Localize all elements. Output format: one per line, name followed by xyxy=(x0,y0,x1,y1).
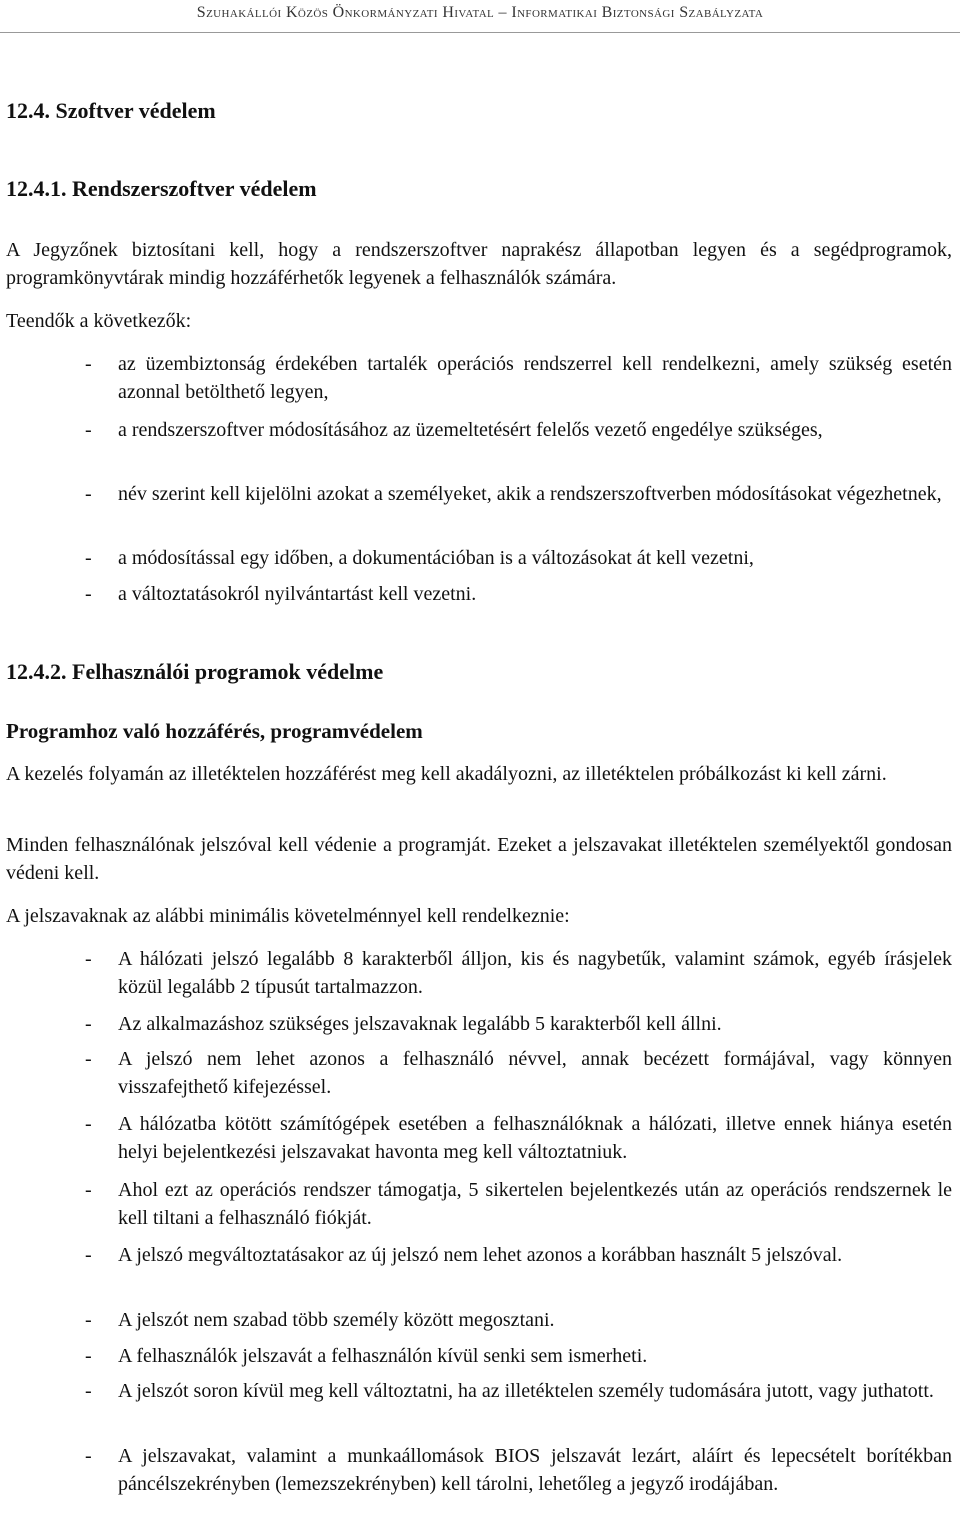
list-dash: - xyxy=(85,1380,92,1402)
list-item xyxy=(85,544,952,572)
list-item xyxy=(85,480,952,508)
list-item xyxy=(85,580,952,608)
list-item-text: Ahol ezt az operációs rendszer támogatja, 5 sikertelen bejelentkezés után az operációs rendszernek le kell tiltani a felhasználó fiókját. xyxy=(118,1179,952,1229)
paragraph-access: A kezelés folyamán az illetéktelen hozzáférést meg kell akadályozni, az illetéktelen próbálkozást ki kell zárni. xyxy=(6,763,887,785)
list-dash: - xyxy=(85,1309,92,1331)
list-item-text: A hálózati jelszó legalább 8 karakterből álljon, kis és nagybetűk, valamint számok, egyéb írásjelek közül legalább 2 típusút tartalmazzon. xyxy=(118,948,952,998)
intro-paragraph: A Jegyzőnek biztosítani kell, hogy a rendszerszoftver naprakész állapotban legyen és a segédprogramok, programkönyvtárak mindig hozzáférhetők legyenek a felhasználók számára. xyxy=(6,239,952,289)
list-item xyxy=(85,945,952,1001)
section-title-12-4-2: 12.4.2. Felhasználói programok védelme xyxy=(6,659,384,684)
list-item xyxy=(85,416,952,444)
subsection-title: Programhoz való hozzáférés, programvédelem xyxy=(6,719,423,743)
list-item-text: A hálózatba kötött számítógépek esetében a felhasználóknak a hálózati, illetve ennek hiánya esetén helyi bejelentkezési jelszavakat havonta meg kell változtatniuk. xyxy=(118,1113,952,1163)
section-title-12-4-1: 12.4.1. Rendszerszoftver védelem xyxy=(6,176,317,201)
list-item-text: az üzembiztonság érdekében tartalék operációs rendszerrel kell rendelkezni, amely szükség esetén azonnal betölthető legyen, xyxy=(118,353,952,403)
section-title-12-4: 12.4. Szoftver védelem xyxy=(6,98,216,123)
list-dash: - xyxy=(85,419,92,441)
list-item xyxy=(85,1045,952,1101)
list-item xyxy=(85,1176,952,1232)
list-dash: - xyxy=(85,583,92,605)
list-dash: - xyxy=(85,948,92,970)
list-item-text: név szerint kell kijelölni azokat a személyeket, akik a rendszerszoftverben módosításokat végezhetnek, xyxy=(118,483,942,505)
list-item xyxy=(85,1442,952,1498)
list-item-text: a változtatásokról nyilvántartást kell vezetni. xyxy=(118,583,477,605)
list-item-text: a rendszerszoftver módosításához az üzemeltetésért felelős vezető engedélye szükséges, xyxy=(118,419,823,441)
list-item xyxy=(85,1010,952,1038)
list-item-text: Az alkalmazáshoz szükséges jelszavaknak legalább 5 karakterből kell állni. xyxy=(118,1013,722,1035)
paragraph-passwords: Minden felhasználónak jelszóval kell védenie a programját. Ezeket a jelszavakat illetéktelen személyektől gondosan védeni kell. xyxy=(6,834,952,884)
list-dash: - xyxy=(85,483,92,505)
list-dash: - xyxy=(85,1445,92,1467)
list-dash: - xyxy=(85,547,92,569)
list-item-text: a módosítással egy időben, a dokumentációban is a változásokat át kell vezetni, xyxy=(118,547,754,569)
list-item-text: A felhasználók jelszavát a felhasználón kívül senki sem ismerheti. xyxy=(118,1345,648,1367)
list-item-text: A jelszó nem lehet azonos a felhasználó névvel, annak becézett formájával, vagy könnyen visszafejthető kifejezéssel. xyxy=(118,1048,952,1098)
list-item-text: A jelszavakat, valamint a munkaállomások BIOS jelszavát lezárt, aláírt és lepecsételt borítékban páncélszekrényben (lemezszekrényben) kell tárolni, lehetőleg a jegyző irodájában. xyxy=(118,1445,952,1495)
list-item xyxy=(85,1110,952,1166)
list-item xyxy=(85,350,952,406)
list-dash: - xyxy=(85,1113,92,1135)
list-item-text: A jelszót soron kívül meg kell változtatni, ha az illetéktelen személy tudomására jutott, vagy juthatott. xyxy=(118,1380,934,1402)
list-dash: - xyxy=(85,1013,92,1035)
list-dash: - xyxy=(85,353,92,375)
list-dash: - xyxy=(85,1179,92,1201)
running-header: Szuhakállói Közös Önkormányzati Hivatal – Informatikai Biztonsági Szabályzata xyxy=(196,4,764,21)
tasks-label: Teendők a következők: xyxy=(6,310,192,332)
header-rule xyxy=(0,32,960,33)
list-dash: - xyxy=(85,1048,92,1070)
list-dash: - xyxy=(85,1244,92,1266)
list-item xyxy=(85,1342,952,1370)
list-item xyxy=(85,1241,952,1269)
list-item xyxy=(85,1377,952,1405)
list-item-text: A jelszót nem szabad több személy között megosztani. xyxy=(118,1309,555,1331)
requirements-label: A jelszavaknak az alábbi minimális követelménnyel kell rendelkeznie: xyxy=(6,905,570,927)
list-item xyxy=(85,1306,952,1334)
list-dash: - xyxy=(85,1345,92,1367)
list-item-text: A jelszó megváltoztatásakor az új jelszó nem lehet azonos a korábban használt 5 jelszóval. xyxy=(118,1244,843,1266)
